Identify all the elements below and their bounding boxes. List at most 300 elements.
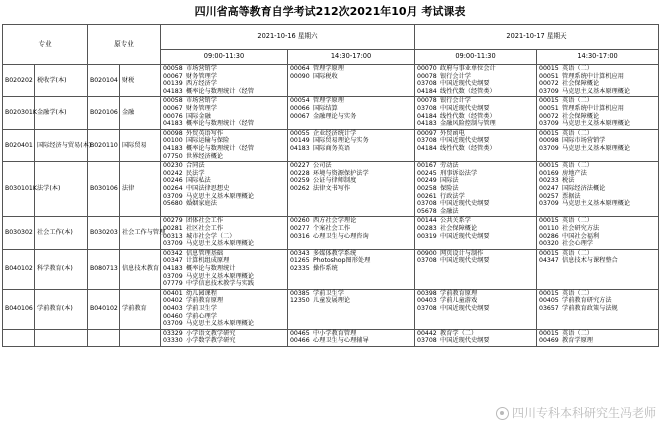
course-entry <box>163 200 285 208</box>
course-entry <box>163 177 285 185</box>
major-code: B020401 <box>3 129 35 161</box>
course-cell-d1am <box>161 217 288 249</box>
course-code: 00228 <box>290 169 310 177</box>
course-code: 00460 <box>163 312 183 320</box>
course-name: 马克思主义基本原理概论 <box>562 120 631 128</box>
course-entry <box>163 97 285 105</box>
course-code: 00169 <box>539 169 559 177</box>
course-cell-d2pm <box>537 97 659 129</box>
course-name: 中国近现代史纲要 <box>440 200 490 208</box>
course-entry <box>417 193 534 201</box>
course-code: 07750 <box>163 152 183 160</box>
course-name: 心理卫生与心理咨询 <box>313 232 369 240</box>
course-name: 线性代数（经管类） <box>440 144 496 152</box>
course-entry <box>539 257 656 265</box>
course-name: 公证与律师制度 <box>313 177 357 185</box>
course-name: 马克思主义基本原理概论 <box>562 87 631 95</box>
major-name: 学前教育(本) <box>35 289 88 329</box>
course-name: 线性代数（经管类） <box>440 112 496 120</box>
course-name: 学前卫生学 <box>186 304 217 312</box>
course-name: 学前教育原理 <box>440 289 478 297</box>
course-cell-d1pm <box>288 97 415 129</box>
base-major-name: 金融 <box>120 97 161 129</box>
table-row <box>3 249 659 289</box>
course-code: 00167 <box>417 162 437 170</box>
course-name: 学前教育研究方法 <box>562 297 612 305</box>
course-entry <box>163 290 285 298</box>
table-row <box>3 162 659 217</box>
course-code: 03329 <box>163 329 183 337</box>
course-name: 外贸英语写作 <box>186 129 224 137</box>
table-row <box>3 65 659 97</box>
base-major-code: B030203 <box>88 217 120 249</box>
course-code: 00316 <box>290 232 310 240</box>
course-name: 合同法 <box>186 162 205 170</box>
course-name: 公司法 <box>313 162 332 170</box>
course-code: 00469 <box>539 337 559 345</box>
course-name: 刑事诉讼法学 <box>440 169 478 177</box>
course-entry <box>163 88 285 96</box>
course-entry <box>539 185 656 193</box>
course-name: 英语（二） <box>562 65 593 72</box>
course-name: 中国近现代史纲要 <box>440 304 490 312</box>
course-name: 西方经济学 <box>186 80 217 88</box>
course-code: 00110 <box>539 224 559 232</box>
major-code: B020202 <box>3 65 35 97</box>
course-code: 03708 <box>417 137 437 145</box>
course-code: 04184 <box>417 144 437 152</box>
course-cell-d1pm <box>288 217 415 249</box>
base-major-name: 财税 <box>120 65 161 97</box>
course-entry <box>163 225 285 233</box>
course-code: 04183 <box>163 87 183 95</box>
course-code: 04183 <box>417 120 437 128</box>
course-entry <box>163 73 285 81</box>
course-entry <box>163 257 285 265</box>
course-name: 金融理论与实务 <box>313 112 357 120</box>
course-entry <box>163 193 285 201</box>
base-major-name: 信息技术教育 <box>120 249 161 289</box>
course-entry <box>163 273 285 281</box>
course-code: 00015 <box>539 329 559 337</box>
course-code: 03709 <box>539 200 559 208</box>
course-cell-d2pm <box>537 249 659 289</box>
course-name: 中国社会福利 <box>562 232 600 240</box>
course-code: 04183 <box>163 264 183 272</box>
course-entry <box>539 233 656 241</box>
course-name: 行政法学 <box>440 192 465 200</box>
course-code: 00347 <box>163 257 183 265</box>
course-code: 00064 <box>290 65 310 72</box>
course-name: 马克思主义基本原理概论 <box>186 320 255 328</box>
course-cell-d2pm <box>537 289 659 329</box>
course-code: 00070 <box>417 65 437 72</box>
course-name: 中学信息技术教学与实践 <box>186 280 255 288</box>
course-code: 00067 <box>290 112 310 120</box>
course-name: 信息管理基础 <box>186 249 224 257</box>
header-base-major: 原专业 <box>88 25 161 65</box>
course-entry <box>163 65 285 73</box>
course-cell-d2pm <box>537 217 659 249</box>
course-code: 00283 <box>417 224 437 232</box>
course-entry <box>417 170 534 178</box>
course-name: 教育学（二） <box>440 329 478 337</box>
course-entry <box>417 137 534 145</box>
course-code: 04183 <box>163 120 183 128</box>
course-code: 00247 <box>539 184 559 192</box>
course-name: 金融法 <box>440 207 459 215</box>
course-code: 00242 <box>163 169 183 177</box>
course-code: 01265 <box>290 257 310 265</box>
course-cell-d2am <box>415 162 537 217</box>
course-entry <box>163 145 285 153</box>
course-code: 04184 <box>417 87 437 95</box>
course-entry <box>290 265 412 273</box>
course-name: 操作系统 <box>313 264 338 272</box>
header-major: 专业 <box>3 25 88 65</box>
course-entry <box>290 162 412 170</box>
course-name: 中国近现代史纲要 <box>440 137 490 145</box>
course-name: 国际经济法概论 <box>562 184 606 192</box>
course-name: 国际商务英语 <box>313 144 351 152</box>
course-code: 00262 <box>290 184 310 192</box>
course-code: 00233 <box>539 177 559 185</box>
course-name: 政府与事业单位会计 <box>440 65 496 72</box>
course-entry <box>163 120 285 128</box>
course-entry <box>290 113 412 121</box>
major-code: B020301K <box>3 97 35 129</box>
course-code: 00015 <box>539 129 559 137</box>
course-name: 管理系统中计算机应用 <box>562 104 624 112</box>
base-major-code: B080713 <box>88 249 120 289</box>
course-code: 00313 <box>163 232 183 240</box>
course-entry <box>417 208 534 216</box>
course-cell-d2am <box>415 289 537 329</box>
course-cell-d1pm <box>288 162 415 217</box>
course-entry <box>163 217 285 225</box>
base-major-code: B020104 <box>88 65 120 97</box>
course-cell-d1am <box>161 97 288 129</box>
course-code: 03708 <box>417 257 437 265</box>
course-entry <box>539 200 656 208</box>
course-entry <box>539 240 656 248</box>
course-name: 劳动法 <box>440 162 459 170</box>
major-name: 法学(本) <box>35 162 88 217</box>
course-name: 国际税收 <box>313 72 338 80</box>
course-code: 00405 <box>539 297 559 305</box>
base-major-code: B020110 <box>88 129 120 161</box>
course-code: 04183 <box>290 144 310 152</box>
course-entry <box>417 145 534 153</box>
course-name: 管理学原理 <box>313 65 344 72</box>
schedule-body <box>3 65 659 347</box>
course-name: 中国近现代史纲要 <box>440 104 490 112</box>
course-code: 00097 <box>417 129 437 137</box>
course-name: 保险法 <box>440 184 459 192</box>
course-entry <box>417 65 534 73</box>
course-name: 法律文书写作 <box>313 184 351 192</box>
course-name: 财务管理学 <box>186 104 217 112</box>
course-code: 03709 <box>163 320 183 328</box>
major-name: 国际经济与贸易(本) <box>35 129 88 161</box>
course-name: 心理卫生与心理辅导 <box>313 337 369 345</box>
course-name: 信息技术与课程整合 <box>562 257 618 265</box>
course-code: 00015 <box>539 289 559 297</box>
course-code: 00067 <box>163 104 183 112</box>
course-entry <box>163 305 285 313</box>
course-cell-d1pm <box>288 329 415 346</box>
course-code: 00261 <box>417 192 437 200</box>
course-code: 04347 <box>539 257 559 265</box>
course-entry <box>163 265 285 273</box>
course-code: 03708 <box>417 104 437 112</box>
course-code: 04183 <box>163 144 183 152</box>
course-cell-d1am <box>161 249 288 289</box>
table-row <box>3 217 659 249</box>
course-code: 00098 <box>539 137 559 145</box>
course-code: 00067 <box>163 72 183 80</box>
course-entry <box>539 305 656 313</box>
course-cell-d2am <box>415 329 537 346</box>
course-code: 00066 <box>290 104 310 112</box>
course-name: 概率论与数理统计（经管 <box>186 144 255 152</box>
course-name: 马克思主义基本原理概论 <box>186 272 255 280</box>
course-code: 03709 <box>163 192 183 200</box>
table-row <box>3 329 659 346</box>
course-code: 03708 <box>417 200 437 208</box>
course-code: 00465 <box>290 329 310 337</box>
course-code: 00249 <box>417 177 437 185</box>
course-name: 线性代数（经管类） <box>440 87 496 95</box>
base-major-code: B030106 <box>88 162 120 217</box>
course-entry <box>539 337 656 345</box>
course-cell-d2am <box>415 97 537 129</box>
course-name: 中国近现代史纲要 <box>440 80 490 88</box>
course-code: 00279 <box>163 217 183 225</box>
course-entry <box>417 225 534 233</box>
course-code: 00257 <box>539 192 559 200</box>
course-code: 00246 <box>163 177 183 185</box>
course-name: 社会保障概论 <box>562 80 600 88</box>
course-name: 英语（二） <box>562 129 593 137</box>
course-name: 市场营销学 <box>186 97 217 105</box>
course-cell-d2am <box>415 65 537 97</box>
course-entry <box>417 97 534 105</box>
course-code: 00054 <box>290 97 310 105</box>
course-entry <box>417 185 534 193</box>
major-name: 税收学(本) <box>35 65 88 97</box>
course-entry <box>163 105 285 113</box>
header-day1: 2021-10-16 星期六 <box>161 25 415 50</box>
course-code: 00015 <box>539 162 559 170</box>
course-entry <box>539 97 656 105</box>
course-code: 03657 <box>539 304 559 312</box>
course-name: 小学数学教学研究 <box>186 337 236 345</box>
course-name: 概率论与数理统计（经管 <box>186 120 255 128</box>
course-name: 社会保障概论 <box>562 112 600 120</box>
course-name: 幼儿园课程 <box>186 289 217 297</box>
major-name: 金融学(本) <box>35 97 88 129</box>
course-code: 00100 <box>163 137 183 145</box>
course-entry <box>417 200 534 208</box>
course-name: 税法 <box>562 177 575 185</box>
course-code: 00058 <box>163 97 183 105</box>
course-entry <box>417 162 534 170</box>
course-entry <box>163 137 285 145</box>
course-entry <box>417 105 534 113</box>
course-name: 中国近现代史纲要 <box>440 257 490 265</box>
major-name: 科学教育(本) <box>35 249 88 289</box>
course-cell-d1pm <box>288 249 415 289</box>
page-title: 四川省高等教育自学考试212次2021年10月 考试课表 <box>194 5 466 18</box>
course-cell-d2am <box>415 129 537 161</box>
course-name: 房地产法 <box>562 169 587 177</box>
course-name: 环境与资源保护法学 <box>313 169 369 177</box>
course-name: 团体社会工作 <box>186 217 224 225</box>
course-cell-d1pm <box>288 65 415 97</box>
course-code: 03709 <box>163 240 183 248</box>
course-name: 马克思主义基本原理概论 <box>186 192 255 200</box>
header-day2-pm: 14:30-17:00 <box>537 50 659 65</box>
base-major-code: B020106 <box>88 97 120 129</box>
course-cell-d1am <box>161 162 288 217</box>
course-entry <box>539 80 656 88</box>
course-name: 学前卫生学 <box>313 289 344 297</box>
course-cell-d1am <box>161 289 288 329</box>
course-name: 概率论与数理统计 <box>186 264 236 272</box>
course-code: 00403 <box>417 297 437 305</box>
course-code: 00051 <box>539 72 559 80</box>
course-entry <box>290 290 412 298</box>
course-name: 国际市场营销学 <box>562 137 606 145</box>
course-name: 民法学 <box>186 169 205 177</box>
course-code: 03709 <box>163 272 183 280</box>
course-entry <box>539 105 656 113</box>
course-entry <box>539 88 656 96</box>
course-entry <box>290 73 412 81</box>
course-entry <box>290 337 412 345</box>
course-name: 管理系统中计算机应用 <box>562 72 624 80</box>
course-code: 00076 <box>163 112 183 120</box>
course-entry <box>539 162 656 170</box>
course-name: 国际金融 <box>186 112 211 120</box>
course-entry <box>163 337 285 345</box>
course-name: 中国近现代史纲要 <box>440 232 490 240</box>
course-name: 国际法 <box>440 177 459 185</box>
course-name: 马克思主义基本原理概论 <box>186 240 255 248</box>
course-entry <box>290 105 412 113</box>
course-entry <box>290 185 412 193</box>
course-code: 00260 <box>290 217 310 225</box>
course-code: 00385 <box>290 289 310 297</box>
course-entry <box>163 162 285 170</box>
course-entry <box>290 225 412 233</box>
course-name: 学前教育原理 <box>186 297 224 305</box>
major-code <box>3 329 35 346</box>
course-entry <box>417 257 534 265</box>
course-code: 00264 <box>163 184 183 192</box>
header-day1-am: 09:00-11:30 <box>161 50 288 65</box>
course-name: 英语（二） <box>562 249 593 257</box>
course-name: 社会保障概论 <box>440 224 478 232</box>
course-entry <box>417 337 534 345</box>
course-cell-d1am <box>161 65 288 97</box>
course-name: 网页设计与制作 <box>440 249 484 257</box>
course-name: 英语（二） <box>562 162 593 170</box>
course-code: 00230 <box>163 162 183 170</box>
course-code: 00281 <box>163 224 183 232</box>
course-entry <box>539 65 656 73</box>
course-entry <box>417 80 534 88</box>
course-name: 市场营销学 <box>186 65 217 72</box>
course-name: 学前儿童游戏 <box>440 297 478 305</box>
course-code: 00149 <box>290 137 310 145</box>
course-name: 银行会计学 <box>440 97 471 105</box>
course-entry <box>163 280 285 288</box>
course-entry <box>417 177 534 185</box>
course-code: 12350 <box>290 297 310 305</box>
course-code: 00015 <box>539 65 559 72</box>
course-name: 概率论与数理统计（经管 <box>186 87 255 95</box>
course-code: 03708 <box>417 80 437 88</box>
course-entry <box>290 137 412 145</box>
course-code: 00078 <box>417 97 437 105</box>
course-name: 银行会计学 <box>440 72 471 80</box>
course-code: 00277 <box>290 224 310 232</box>
course-entry <box>163 313 285 321</box>
course-cell-d2pm <box>537 162 659 217</box>
course-entry <box>539 225 656 233</box>
course-name: 教育学原理 <box>562 337 593 345</box>
course-code: 03709 <box>539 87 559 95</box>
course-entry <box>290 65 412 73</box>
course-name: 国际结算 <box>313 104 338 112</box>
course-code: 00319 <box>417 232 437 240</box>
table-row <box>3 97 659 129</box>
base-major-name <box>120 329 161 346</box>
course-name: 公共关系学 <box>440 217 471 225</box>
course-entry <box>163 170 285 178</box>
course-code: 00286 <box>539 232 559 240</box>
course-code: 03708 <box>417 337 437 345</box>
course-name: Photoshop图形处理 <box>313 257 371 265</box>
course-name: 社区社会工作 <box>186 224 224 232</box>
course-name: 社会心理学 <box>562 240 593 248</box>
header-day2-am: 09:00-11:30 <box>415 50 537 65</box>
course-entry <box>290 257 412 265</box>
course-entry <box>417 305 534 313</box>
course-entry <box>290 177 412 185</box>
course-code: 00015 <box>539 217 559 225</box>
course-entry <box>290 233 412 241</box>
course-code: 00442 <box>417 329 437 337</box>
course-code: 00403 <box>163 304 183 312</box>
course-code: 05678 <box>417 207 437 215</box>
base-major-name: 法律 <box>120 162 161 217</box>
major-code: B040106 <box>3 289 35 329</box>
major-code: B040102 <box>3 249 35 289</box>
course-code: 00098 <box>163 129 183 137</box>
course-name: 学前心理学 <box>186 312 217 320</box>
course-code: 00139 <box>163 80 183 88</box>
course-entry <box>163 80 285 88</box>
course-entry <box>417 233 534 241</box>
course-cell-d2pm <box>537 329 659 346</box>
course-entry <box>539 193 656 201</box>
header-day2: 2021-10-17 星期天 <box>415 25 659 50</box>
course-name: 中小学教育管理 <box>313 329 357 337</box>
course-code: 00072 <box>539 80 559 88</box>
